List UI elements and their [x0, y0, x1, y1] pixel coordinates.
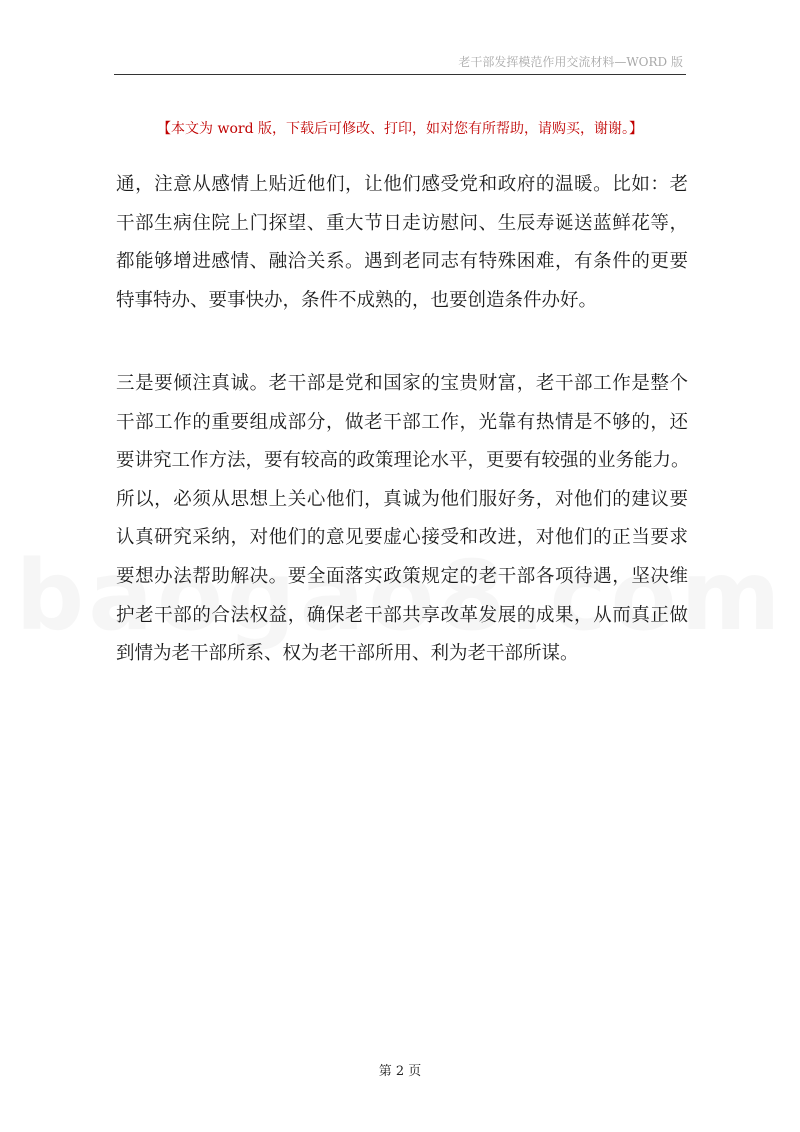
- page-header-title: 老干部发挥模范作用交流材料—WORD 版: [458, 55, 683, 69]
- paragraph-line: 干部生病住院上门探望、重大节日走访慰问、生辰寿诞送蓝鲜花等，: [116, 212, 688, 234]
- paragraph-line: 三是要倾注真诚。老干部是党和国家的宝贵财富，老干部工作是整个: [116, 373, 688, 394]
- download-notice: 【本文为 word 版，下载后可修改、打印，如对您有所帮助，请购买，谢谢。】: [157, 121, 643, 137]
- paragraph-line: 特事特办、要事快办，条件不成熟的，也要创造条件办好。: [116, 289, 598, 311]
- paragraph-1: [116, 166, 688, 320]
- paragraph-line: 认真研究采纳，对他们的意见要虚心接受和改进，对他们的正当要求: [116, 527, 688, 549]
- header-divider: [114, 74, 686, 75]
- paragraph-line: 所以，必须从思想上关心他们，真诚为他们服好务，对他们的建议要: [116, 488, 688, 510]
- paragraph-line: 到情为老干部所系、权为老干部所用、利为老干部所谋。: [116, 643, 579, 665]
- paragraph-2: [116, 365, 688, 674]
- paragraph-line: 都能够增进感情、融洽关系。遇到老同志有特殊困难，有条件的更要: [116, 251, 688, 273]
- paragraph-line: 要讲究工作方法，要有较高的政策理论水平，更要有较强的业务能力。: [116, 450, 690, 472]
- paragraph-line: 要想办法帮助解决。要全面落实政策规定的老干部各项待遇，坚决维: [116, 565, 688, 587]
- paragraph-line: 通，注意从感情上贴近他们，让他们感受党和政府的温暖。比如：老: [116, 174, 688, 195]
- paragraph-line: 护老干部的合法权益，确保老干部共享改革发展的成果，从而真正做: [116, 604, 688, 626]
- paragraph-line: 干部工作的重要组成部分，做老干部工作，光靠有热情是不够的，还: [116, 411, 688, 433]
- page-number: 第 2 页: [378, 1064, 422, 1079]
